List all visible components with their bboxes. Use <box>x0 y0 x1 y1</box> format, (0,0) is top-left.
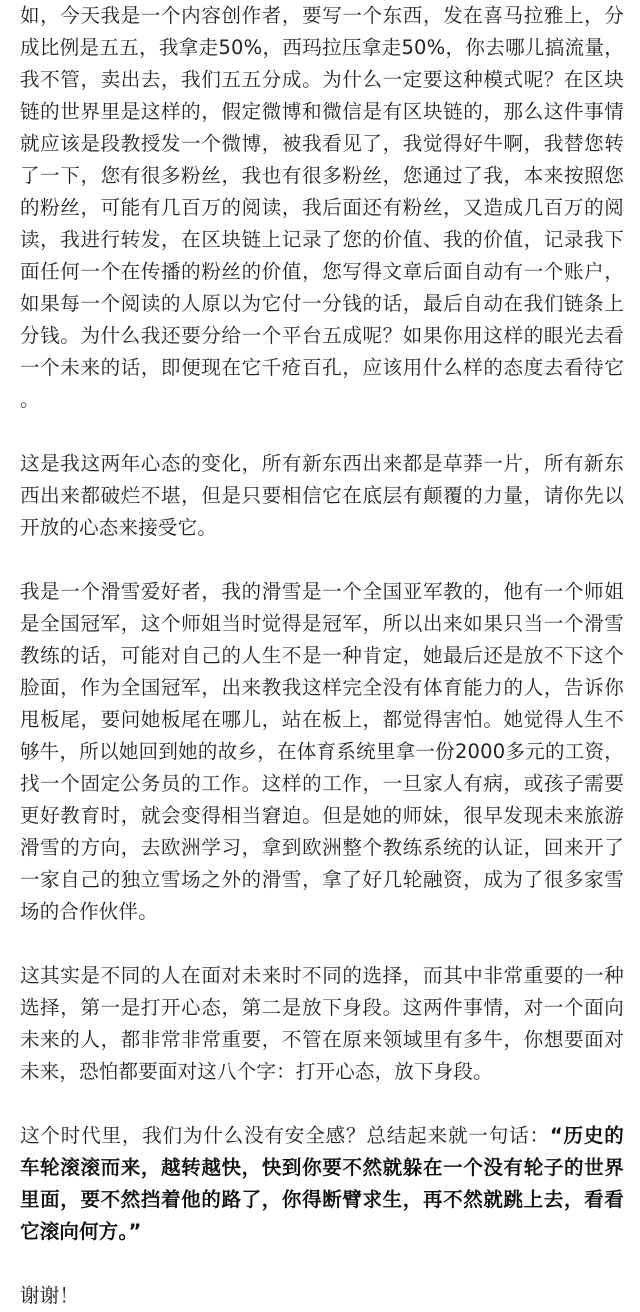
paragraph-blockchain-content-sharing: 如，今天我是一个内容创作者，要写一个东西，发在喜马拉雅上，分成比例是五五，我拿走50%，西玛拉压拿走50%，你去哪儿搞流量，我不管，卖出去，我们五五分成。为什么一定要这种模式呢？在区块链的世界里是这样的，假定微博和微信是有区块链的，那么这件事情就应该是段教授发一个微博，被我看见了，我觉得好牛啊，我替您转了一下，您有很多粉丝，我也有很多粉丝，您通过了我，本来按照您的粉丝，可能有几百万的阅读，我后面还有粉丝，又造成几百万的阅读，我进行转发，在区块链上记录了您的价值、我的价值，记录我下面任何一个在传播的粉丝的价值，您写得文章后面自动有一个账户，如果每一个阅读的人原以为它付一分钱的话，最后自动在我们链条上分钱。为什么我还要分给一个平台五成呢？如果你用这样的眼光去看一个未来的话，即便现在它千疮百孔，应该用什么样的态度去看待它。 <box>20 4 624 411</box>
closing-lead-text: 这个时代里，我们为什么没有安全感？总结起来就一句话： <box>20 1124 550 1147</box>
closing-bold-quote: “历史的车轮滚滚而来，越转越快，快到你要不然就躲在一个没有轮子的世界里面，要不然挡着他的路了，你得断臂求生，再不然就跳上去，看看它滚向何方。” <box>20 1124 624 1243</box>
paragraph-open-mind-humble: 这其实是不同的人在面对未来时不同的选择，而其中非常重要的一种选择，第一是打开心态，第二是放下身段。这两件事情，对一个面向未来的人，都非常非常重要，不管在原来领域里有多牛，你想要面对未来，恐怕都要面对这八个字：打开心态，放下身段。 <box>20 964 624 1083</box>
paragraph-thanks: 谢谢！ <box>20 1284 80 1307</box>
paragraph-closing-quote <box>20 1120 624 1248</box>
article-body <box>20 0 624 1312</box>
paragraph-mindset-change: 这是我这两年心态的变化，所有新东西出来都是草莽一片，所有新东西出来都破烂不堪，但是只要相信它在底层有颠覆的力量，请你先以开放的心态来接受它。 <box>20 452 624 539</box>
paragraph-ski-coach-story: 我是一个滑雪爱好者，我的滑雪是一个全国亚军教的，他有一个师姐是全国冠军，这个师姐当时觉得是冠军，所以出来如果只当一个滑雪教练的话，可能对自己的人生不是一种肯定，她最后还是放不下这个脸面，作为全国冠军，出来教我这样完全没有体育能力的人，告诉你甩板尾，要问她板尾在哪儿，站在板上，都觉得害怕。她觉得人生不够牛，所以她回到她的故乡，在体育系统里拿一份2000多元的工资，找一个固定公务员的工作。这样的工作，一旦家人有病，或孩子需要更好教育时，就会变得相当窘迫。但是她的师妹，很早发现未来旅游滑雪的方向，去欧洲学习，拿到欧洲整个教练系统的认证，回来开了一家自己的独立雪场之外的滑雪，拿了好几轮融资，成为了很多家雪场的合作伙伴。 <box>20 580 624 923</box>
